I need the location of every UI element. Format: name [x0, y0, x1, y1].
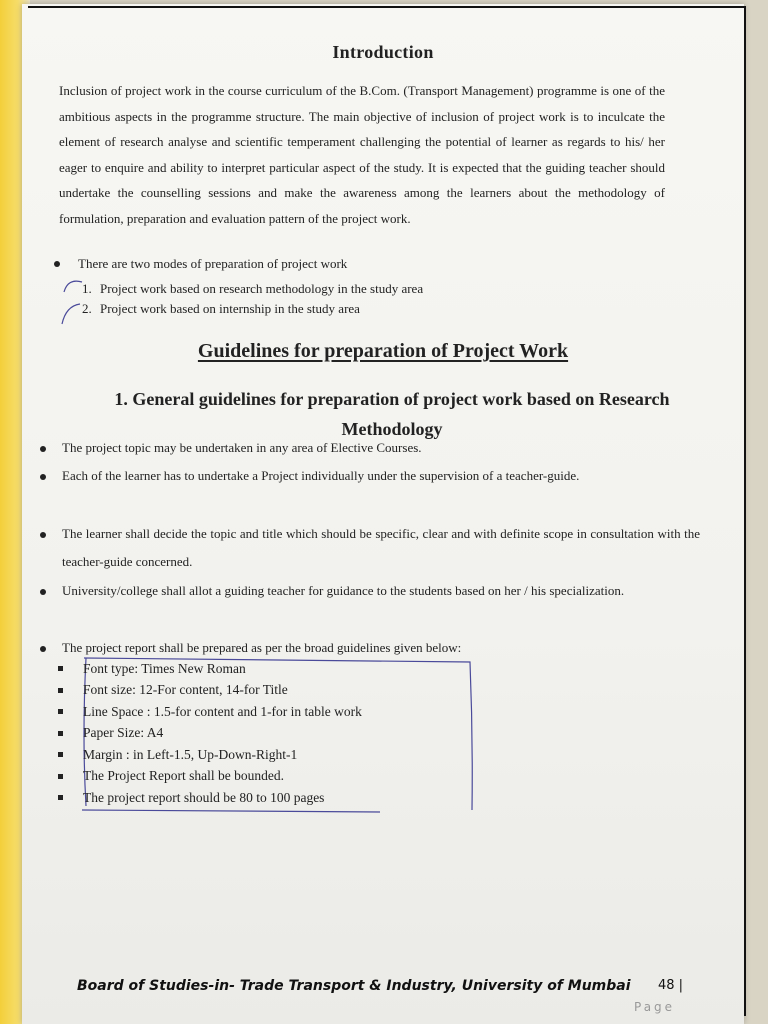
- list-item-text: Project work based on research methodology in the study area: [100, 281, 424, 296]
- list-item: [58, 680, 458, 702]
- list-item: [82, 299, 423, 319]
- page-content: [22, 4, 744, 1024]
- list-item-text: The project report should be 80 to 100 pages: [83, 789, 325, 805]
- square-bullet-icon: [58, 666, 63, 671]
- list-item: [40, 524, 700, 576]
- list-item-text: The learner shall decide the topic and title which should be specific, clear and with definite scope in consultation with the teacher-guide concerned.: [62, 526, 700, 569]
- guidelines-title: [22, 340, 744, 363]
- list-item-text: The project report shall be prepared as per the broad guidelines given below:: [62, 640, 462, 655]
- introduction-paragraph: Inclusion of project work in the course curriculum of the B.Com. (Transport Management) programme is one of the ambitious aspects in the programme structure. The main objective of inclusion of project work is to inculcate the element of research analyse and scientific temperament challenging the potential of learner as regards to his/ her eager to enquire and ability to interpret particular aspect of the study. It is expected that the guiding teacher should undertake the counselling sessions and make the awareness among the learners about the methodology of formulation, preparation and evaluation pattern of the project work.: [59, 83, 665, 226]
- list-item-text: Project work based on internship in the study area: [100, 301, 360, 316]
- page-number: 48 |: [658, 978, 684, 993]
- format-guidelines: [58, 658, 458, 809]
- page-label: Page: [634, 1000, 676, 1014]
- list-item-text: Font size: 12-For content, 14-for Title: [83, 682, 288, 698]
- list-item: [58, 658, 458, 680]
- list-item-text: University/college shall allot a guiding teacher for guidance to the students based on her / his specialization.: [62, 583, 625, 598]
- modes-intro-text: There are two modes of preparation of project work: [78, 256, 348, 271]
- list-item: [58, 744, 458, 766]
- list-item: [40, 466, 700, 490]
- list-item-text: Each of the learner has to undertake a Project individually under the supervision of a teacher-guide.: [62, 468, 580, 483]
- modes-intro-bullet: [54, 256, 347, 272]
- general-guidelines-heading: 1. General guidelines for preparation of project work based on Research Methodology: [114, 389, 670, 439]
- bullet-icon: [40, 532, 46, 538]
- square-bullet-icon: [58, 709, 63, 714]
- list-item: [58, 723, 458, 745]
- list-item-number: 1.: [82, 281, 92, 296]
- bullet-icon: [54, 261, 60, 267]
- list-item: [58, 766, 458, 788]
- list-item: [40, 581, 700, 605]
- document-page: [22, 4, 744, 1024]
- list-item: [40, 438, 700, 462]
- square-bullet-icon: [58, 688, 63, 693]
- square-bullet-icon: [58, 752, 63, 757]
- format-list: [58, 658, 458, 809]
- introduction-title: Introduction: [332, 42, 434, 62]
- list-item-number: 2.: [82, 301, 92, 316]
- square-bullet-icon: [58, 795, 63, 800]
- list-item-text: Font type: Times New Roman: [83, 660, 246, 676]
- footer-text: Board of Studies-in- Trade Transport & Industry, University of Mumbai: [77, 978, 631, 994]
- list-item: [58, 787, 458, 809]
- list-item-text: Margin : in Left-1.5, Up-Down-Right-1: [83, 746, 298, 762]
- bullet-icon: [40, 589, 46, 595]
- list-item-text: Line Space : 1.5-for content and 1-for in table work: [83, 703, 362, 719]
- list-item: [82, 279, 423, 299]
- bullet-icon: [40, 646, 46, 652]
- list-item: [58, 701, 458, 723]
- list-item-text: The project topic may be undertaken in any area of Elective Courses.: [62, 440, 422, 455]
- guidelines-title-text: Guidelines for preparation of Project Work: [197, 340, 569, 362]
- bullet-icon: [40, 474, 46, 480]
- list-item-text: The Project Report shall be bounded.: [83, 768, 284, 784]
- square-bullet-icon: [58, 731, 63, 736]
- square-bullet-icon: [58, 774, 63, 779]
- list-item-text: Paper Size: A4: [83, 725, 164, 741]
- bullet-icon: [40, 446, 46, 452]
- modes-list: [82, 279, 423, 319]
